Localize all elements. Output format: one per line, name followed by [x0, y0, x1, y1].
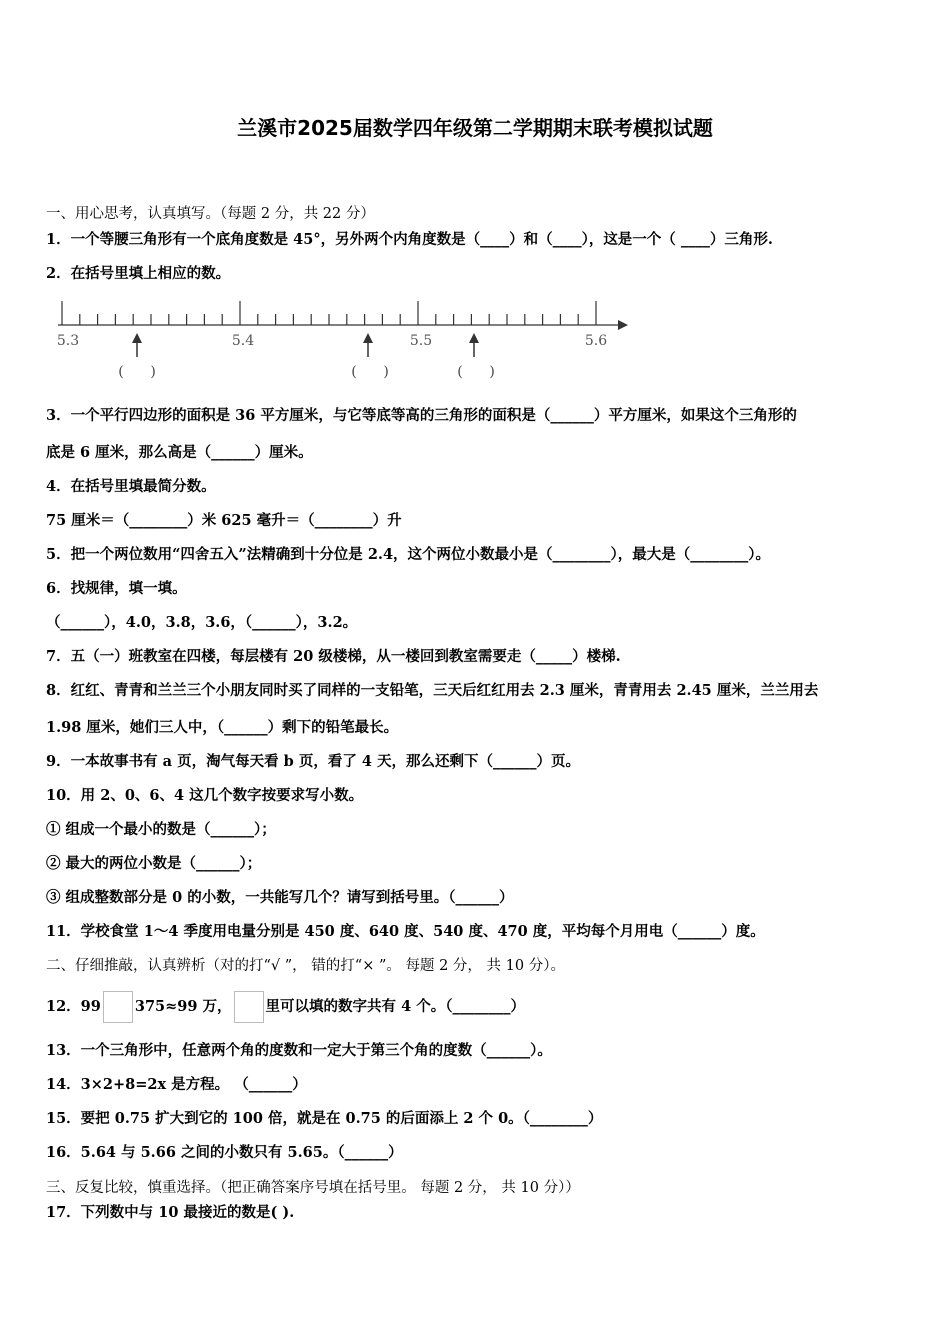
question-4: 4．在括号里填最简分数。 [46, 478, 216, 495]
question-9: 9．一本故事书有 a 页，淘气每天看 b 页，看了 4 天，那么还剩下（______）页。 [46, 753, 580, 770]
label-5-3: 5.3 [56, 333, 80, 349]
section-3-heading: 三、反复比较，慎重选择。（把正确答案序号填在括号里。 每题 2 分， 共 10 分）） [46, 1180, 580, 1196]
label-5-5: 5.5 [409, 333, 433, 349]
label-5-4: 5.4 [231, 333, 255, 349]
question-10: 10．用 2、0、6、4 这几个数字按要求写小数。 [46, 787, 364, 804]
question-14: 14．3×2+8=2x 是方程。 （______） [46, 1076, 307, 1093]
answer-blank-2: ( ) [351, 364, 389, 380]
section-1-heading: 一、用心思考，认真填写。（每题 2 分，共 22 分） [46, 206, 375, 222]
question-5: 5．把一个两位数用“四舍五入”法精确到十分位是 2.4，这个两位小数最小是（________），最大是（________）。 [46, 546, 771, 563]
number-line-arrowhead [618, 320, 628, 330]
question-8-line-2: 1.98 厘米，她们三人中，（______）剩下的铅笔最长。 [46, 719, 399, 736]
question-10-part-2: ② 最大的两位小数是（______）； [46, 855, 262, 872]
section-2-heading: 二、仔细推敲，认真辨析（对的打“√ ”， 错的打“× ”。 每题 2 分， 共 10 分）。 [46, 958, 565, 974]
question-6-sequence: （______），4.0，3.8，3.6，（______），3.2。 [46, 614, 358, 631]
answer-blank-1: ( ) [118, 364, 156, 380]
answer-blank-3: ( ) [457, 364, 495, 380]
question-8-line-1: 8．红红、青青和兰兰三个小朋友同时买了同样的一支铅笔，三天后红红用去 2.3 厘米，青青用去 2.45 厘米，兰兰用去 [46, 682, 819, 699]
question-4-blanks: 75 厘米＝（________）米 625 毫升＝（________）升 [46, 512, 402, 529]
question-12-part-2: 375≈99 万， [134, 998, 232, 1015]
digit-box-2 [234, 991, 264, 1023]
question-17: 17．下列数中与 10 最接近的数是( ). [46, 1204, 295, 1221]
question-12-part-3: 里可以填的数字共有 4 个。（________） [265, 998, 525, 1015]
number-line-figure [50, 295, 640, 390]
question-6: 6．找规律，填一填。 [46, 580, 187, 597]
digit-box-1 [103, 991, 133, 1023]
question-12-part-1: 12．99 [46, 998, 101, 1015]
question-7: 7．五（一）班教室在四楼，每层楼有 20 级楼梯，从一楼回到教室需要走（_____）楼梯. [46, 648, 621, 665]
question-12 [46, 991, 525, 1023]
pointer-arrow-2 [363, 333, 373, 357]
question-15: 15．要把 0.75 扩大到它的 100 倍，就是在 0.75 的后面添上 2 个 0。（________） [46, 1110, 603, 1127]
question-2: 2．在括号里填上相应的数。 [46, 265, 231, 282]
pointer-arrow-1 [132, 333, 142, 357]
question-16: 16．5.64 与 5.66 之间的小数只有 5.65。（______） [46, 1144, 403, 1161]
question-3-line-1: 3．一个平行四边形的面积是 36 平方厘米，与它等底等高的三角形的面积是（______）平方厘米，如果这个三角形的 [46, 407, 797, 424]
label-5-6: 5.6 [584, 333, 608, 349]
question-13: 13．一个三角形中，任意两个角的度数和一定大于第三个角的度数（______）。 [46, 1042, 552, 1059]
pointer-arrow-3 [469, 333, 479, 357]
question-1: 1．一个等腰三角形有一个底角度数是 45°，另外两个内角度数是（____）和（____），这是一个（ ____）三角形. [46, 231, 773, 248]
question-3-line-2: 底是 6 厘米，那么高是（______）厘米。 [46, 444, 313, 461]
question-10-part-1: ① 组成一个最小的数是（______）； [46, 821, 276, 838]
page-title: 兰溪市2025届数学四年级第二学期期末联考模拟试题 [237, 116, 713, 140]
question-11: 11．学校食堂 1～4 季度用电量分别是 450 度、640 度、540 度、470 度，平均每个月用电（______）度。 [46, 923, 765, 940]
number-line-ticks [62, 301, 596, 325]
question-10-part-3: ③ 组成整数部分是 0 的小数，一共能写几个？请写到括号里。（______） [46, 889, 514, 906]
